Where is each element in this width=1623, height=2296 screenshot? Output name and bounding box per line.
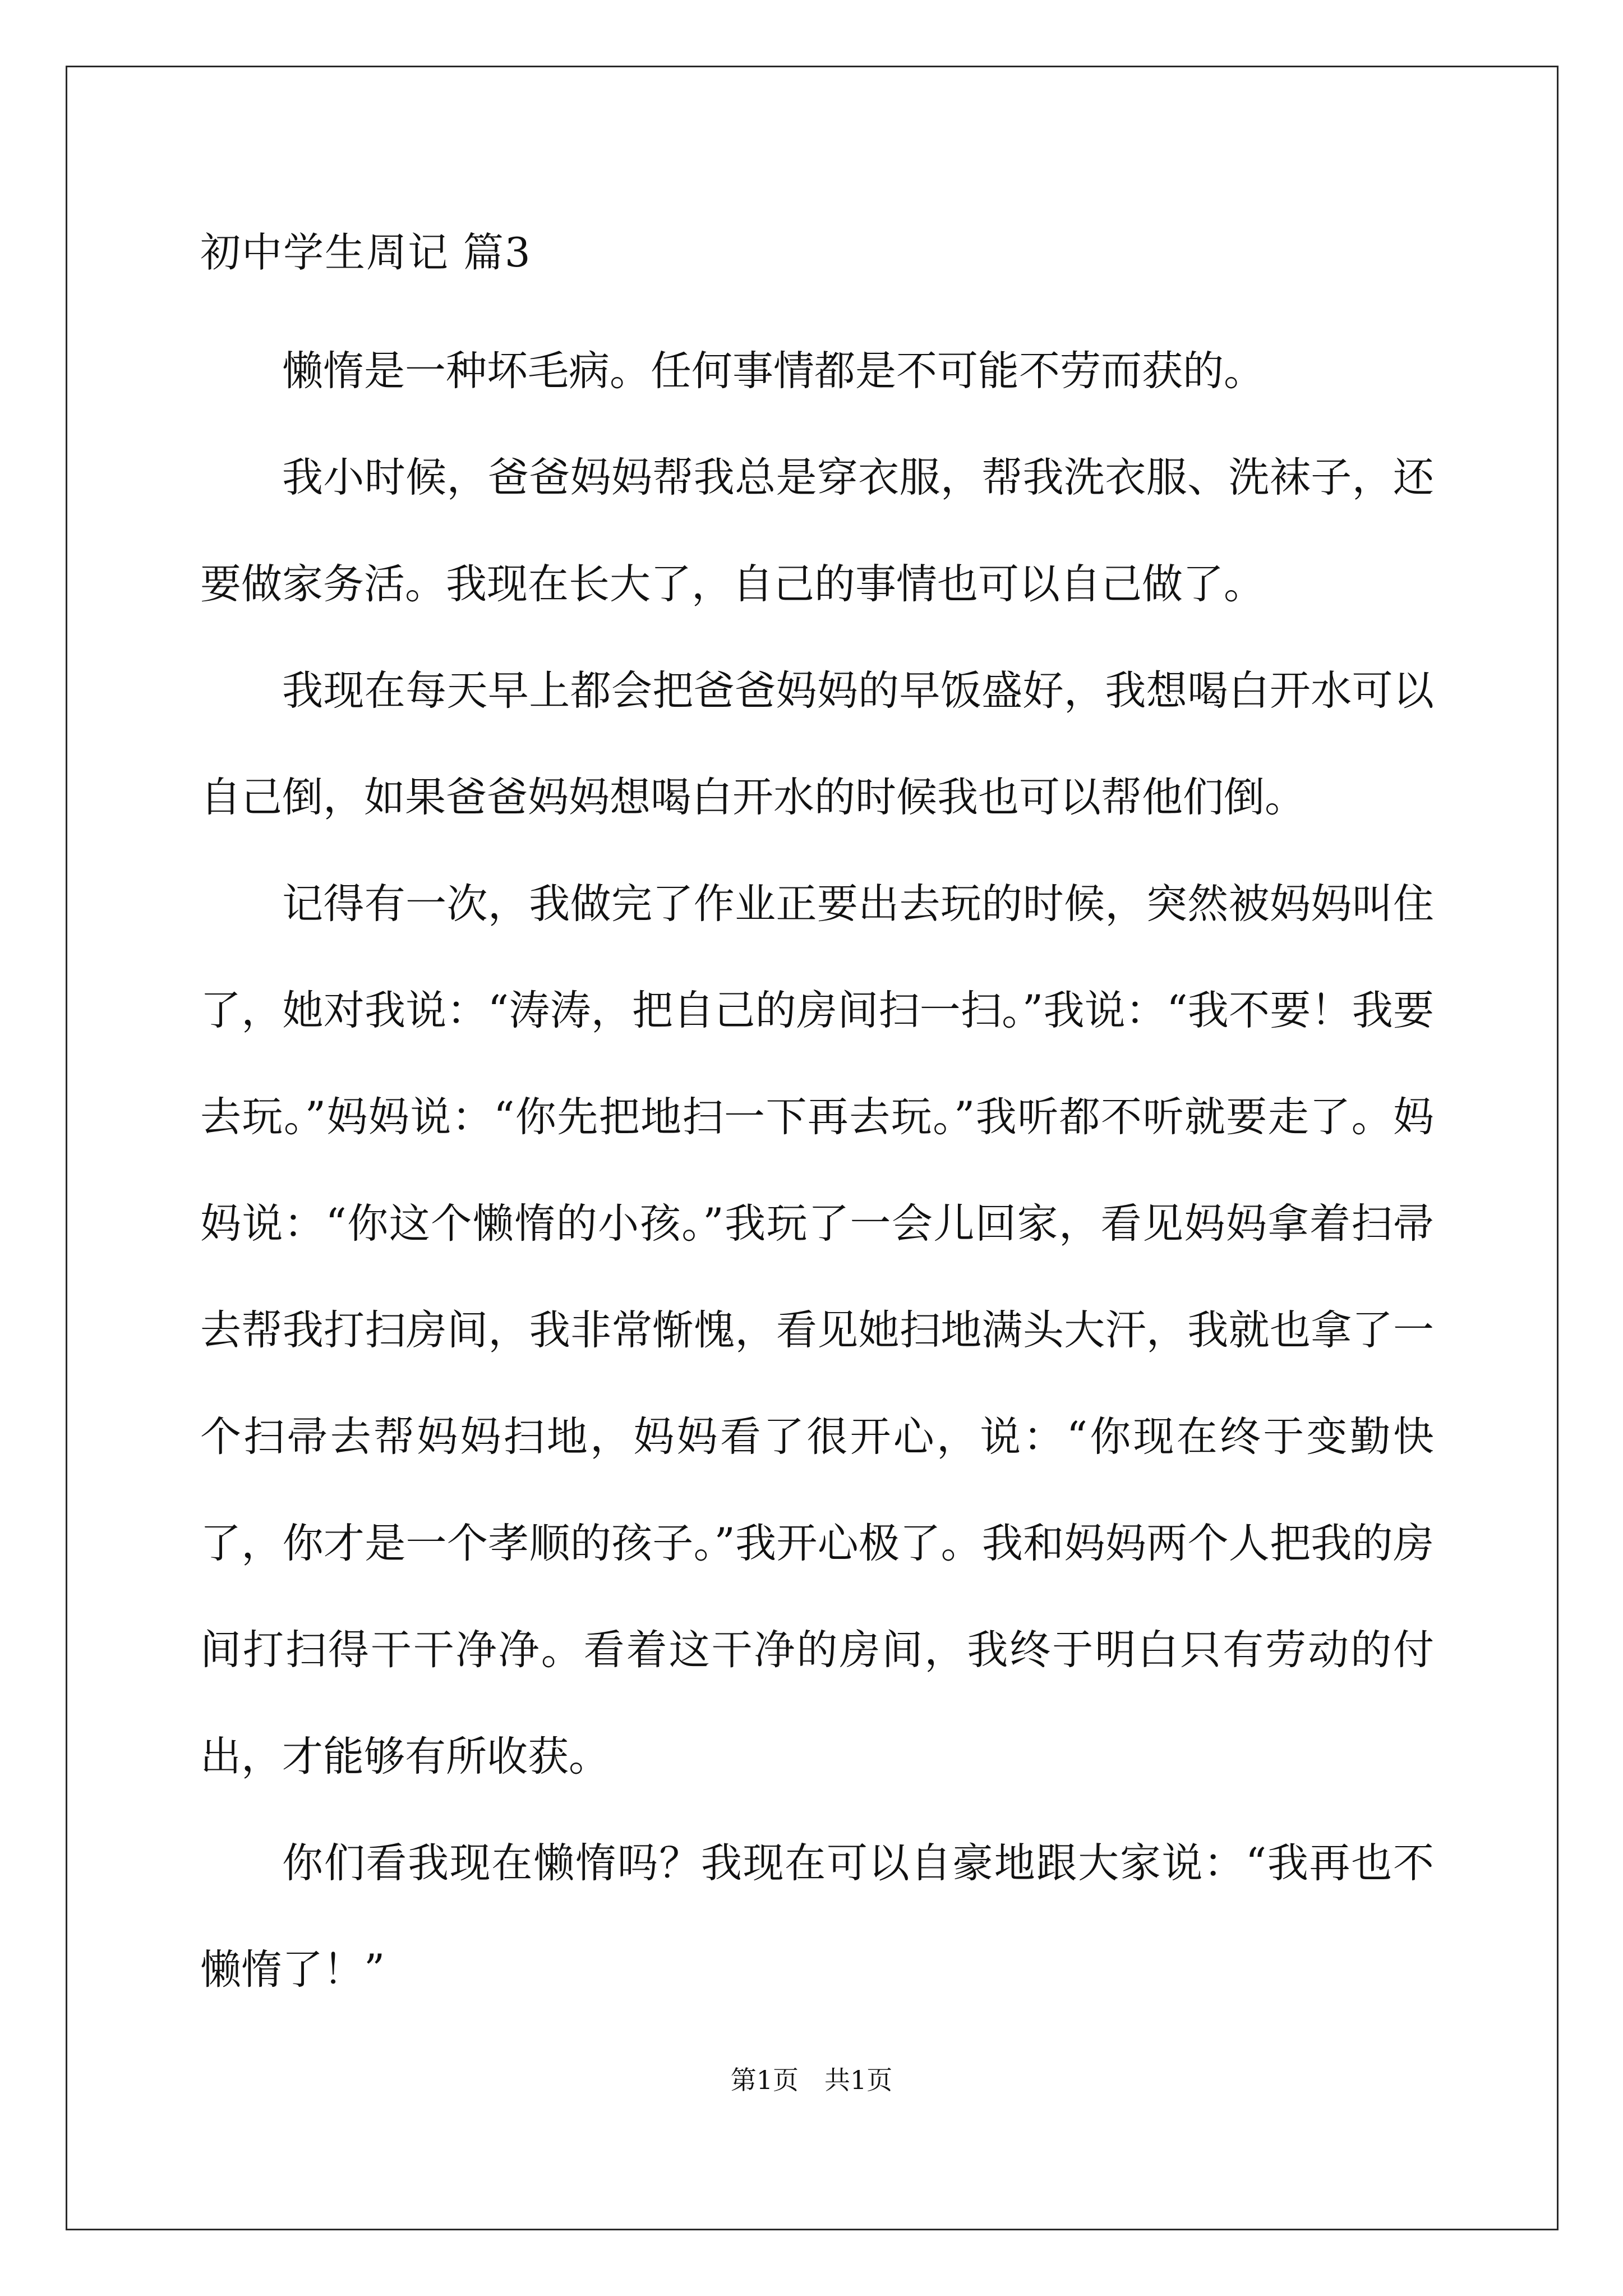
document-title: 初中学生周记 篇3 [200, 229, 532, 276]
page-footer: 第1页 共1页 [730, 2065, 893, 2095]
paragraph-4: 记得有一次，我做完了作业正要出去玩的时候，突然被妈妈叫住了，她对我说：“涛涛，把自己的房间扫一扫。”我说：“我不要！我要去玩。”妈妈说：“你先把地扫一下再去玩。”我听都不听就要走了。妈妈说：“你这个懒惰的小孩。”我玩了一会儿回家，看见妈妈拿着扫帚去帮我打扫房间，我非常惭愧，看见她扫地满头大汗，我就也拿了一个扫帚去帮妈妈扫地，妈妈看了很开心，说：“你现在终于变勤快了，你才是一个孝顺的孩子。”我开心极了。我和妈妈两个人把我的房间打扫得干干净净。看着这干净的房间，我终于明白只有劳动的付出，才能够有所收获。 [200, 880, 1434, 1780]
paragraph-5: 你们看我现在懒惰吗？我现在可以自豪地跟大家说：“我再也不懒惰了！” [200, 1839, 1434, 1994]
paragraph-1: 懒惰是一种坏毛病。任何事情都是不可能不劳而获的。 [282, 347, 1265, 395]
paragraph-2: 我小时候，爸爸妈妈帮我总是穿衣服，帮我洗衣服、洗袜子，还要做家务活。我现在长大了，自己的事情也可以自己做了。 [200, 454, 1434, 608]
document-body [200, 222, 1434, 2023]
paragraph-3: 我现在每天早上都会把爸爸妈妈的早饭盛好，我想喝白开水可以自己倒，如果爸爸妈妈想喝白开水的时候我也可以帮他们倒。 [200, 667, 1434, 821]
